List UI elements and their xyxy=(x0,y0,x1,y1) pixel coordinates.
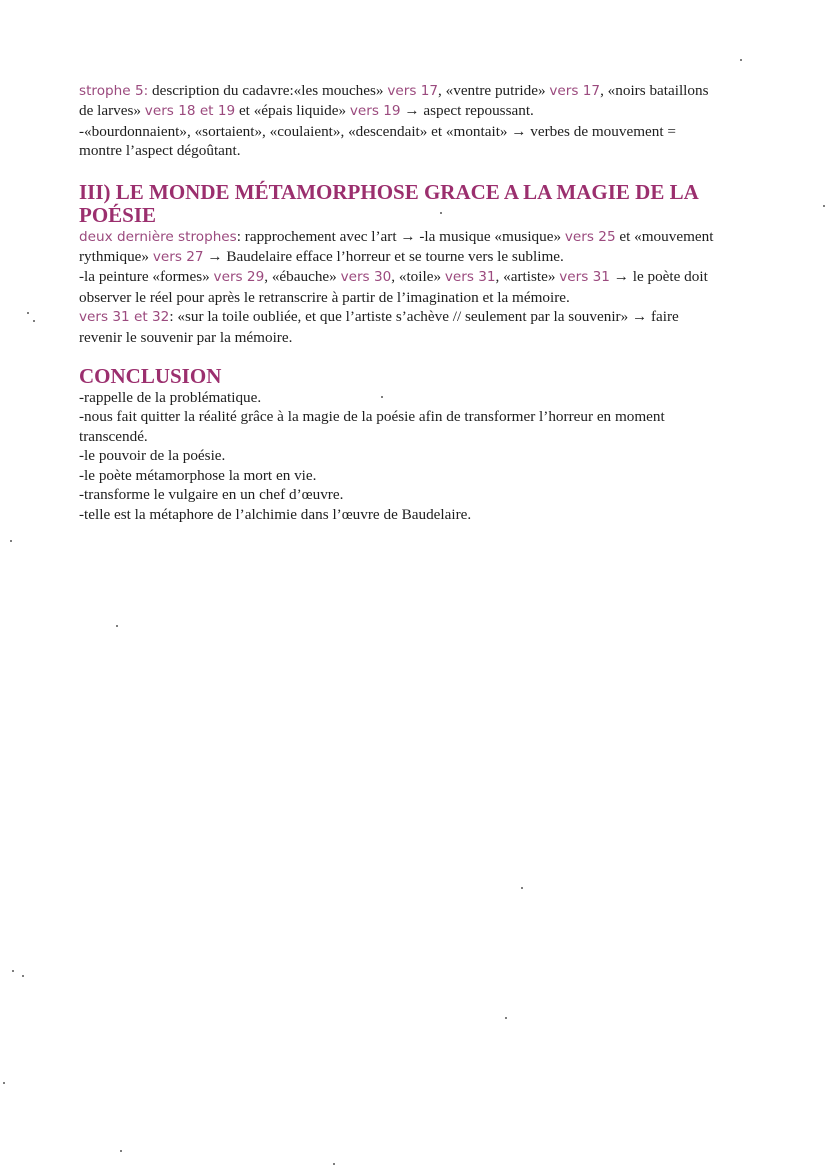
strophe-ref: strophe 5: xyxy=(79,83,149,99)
verbs-line-2: montre l’aspect dégoûtant. xyxy=(79,142,241,160)
text-run: description du cadavre:«les mouches» xyxy=(148,82,388,99)
text-run: rythmique» xyxy=(79,248,153,266)
verse-ref: vers 27 xyxy=(152,249,204,266)
section3-line-6: revenir le souvenir par la mémoire. xyxy=(79,328,293,346)
verse-ref: vers 19 xyxy=(349,103,401,120)
scan-speck xyxy=(505,1017,507,1019)
verse-ref: vers 17 xyxy=(387,83,439,99)
section3-title-cont: POÉSIE xyxy=(79,202,157,227)
verbs-line: -«bourdonnaient», «sortaient», «coulaient», «descendait» et «montait» → verbes de mouvement = xyxy=(79,122,676,140)
conclusion-line: -telle est la métaphore de l’alchimie dans l’œuvre de Baudelaire. xyxy=(79,505,472,523)
scan-speck xyxy=(12,970,14,972)
scan-speck xyxy=(22,975,24,977)
verse-ref: vers 17 xyxy=(549,83,601,99)
section3-line-1 xyxy=(79,227,769,247)
text-run: et «mouvement xyxy=(615,227,714,245)
text-run: -la peinture «formes» xyxy=(79,268,214,286)
verse-ref: vers 29 xyxy=(213,269,265,286)
document-content xyxy=(79,81,769,524)
section3-line-3 xyxy=(79,267,769,287)
scan-speck xyxy=(440,212,442,214)
conclusion-title: CONCLUSION xyxy=(79,364,222,389)
verse-ref: vers 25 xyxy=(564,228,616,245)
text-run: : rapprochement avec l’art → -la musique «musique» xyxy=(236,227,565,245)
text-run: de larves» xyxy=(79,102,145,120)
verse-ref: vers 30 xyxy=(340,269,392,286)
scan-speck xyxy=(33,320,35,322)
scan-speck xyxy=(3,1082,5,1084)
scan-speck xyxy=(381,396,383,398)
conclusion-line: -le poète métamorphose la mort en vie. xyxy=(79,466,317,484)
scan-speck xyxy=(27,312,29,314)
section3-title: III) LE MONDE MÉTAMORPHOSE GRACE A LA MAGIE DE LA xyxy=(79,179,699,204)
conclusion-line: -transforme le vulgaire en un chef d’œuvre. xyxy=(79,486,344,504)
text-run: , «ventre putride» xyxy=(438,82,550,99)
section3-line-5 xyxy=(79,307,769,327)
strophe5-line xyxy=(79,81,769,101)
verse-ref: vers 18 et 19 xyxy=(144,103,236,120)
verse-ref: vers 31 xyxy=(444,269,496,286)
text-run: , «noirs bataillons xyxy=(600,82,709,99)
conclusion-line: -nous fait quitter la réalité grâce à la magie de la poésie afin de transformer l’horreur en moment xyxy=(79,408,665,426)
text-run: : «sur la toile oubliée, et que l’artiste s’achève // seulement par la souvenir» → faire xyxy=(169,308,679,326)
text-run: et «épais liquide» xyxy=(235,102,350,120)
scan-speck xyxy=(740,59,742,61)
text-run: , «artiste» xyxy=(495,268,560,286)
scan-speck xyxy=(521,887,523,889)
conclusion-line: -le pouvoir de la poésie. xyxy=(79,447,226,465)
text-run: , «toile» xyxy=(391,268,445,286)
section3-line-4: observer le réel pour après le retranscrire à partir de l’imagination et la mémoire. xyxy=(79,288,570,306)
strophe-ref: deux dernière strophes xyxy=(79,228,237,245)
text-run: , «ébauche» xyxy=(264,268,341,286)
conclusion-line: transcendé. xyxy=(79,427,148,445)
scan-speck xyxy=(10,540,12,542)
text-run: → le poète doit xyxy=(609,268,708,286)
text-run: → aspect repoussant. xyxy=(400,102,534,120)
scan-speck xyxy=(120,1150,122,1152)
scan-speck xyxy=(333,1163,335,1165)
text-run: → Baudelaire efface l’horreur et se tourne vers le sublime. xyxy=(203,248,564,266)
scan-speck xyxy=(823,205,825,207)
conclusion-line: -rappelle de la problématique. xyxy=(79,389,262,407)
strophe5-line-2 xyxy=(79,101,769,121)
scan-speck xyxy=(116,625,118,627)
verse-ref: vers 31 et 32 xyxy=(79,309,170,326)
verse-ref: vers 31 xyxy=(559,269,610,286)
section3-line-2 xyxy=(79,247,769,267)
